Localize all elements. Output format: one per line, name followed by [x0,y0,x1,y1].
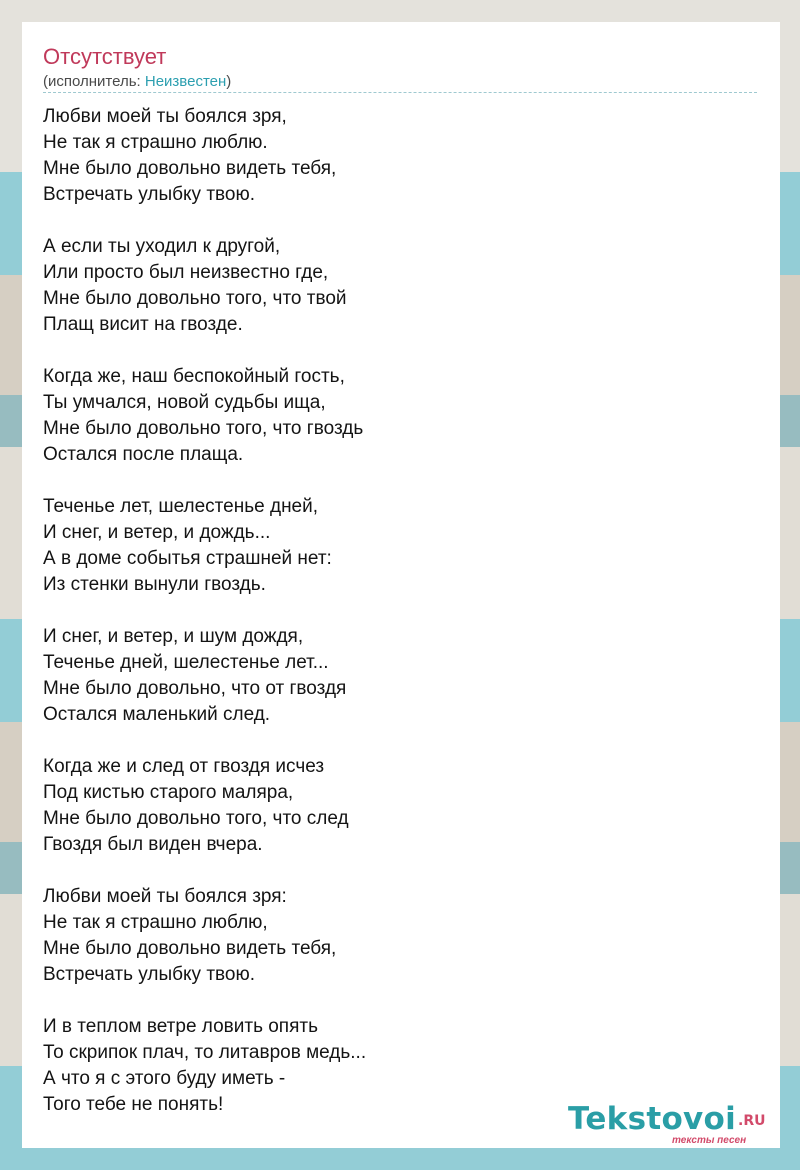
logo-name: Tekstovoi [568,1101,737,1137]
lyric-line: Мне было довольно того, что твой [43,288,347,309]
lyric-line: Того тебе не понять! [43,1094,224,1115]
lyric-line: Мне было довольно того, что гвоздь [43,418,364,439]
site-logo[interactable] [568,1102,778,1148]
stanza [43,884,757,988]
lyrics-card [22,22,780,1148]
lyric-line: Любви моей ты боялся зря, [43,106,287,127]
lyric-line: Ты умчался, новой судьбы ища, [43,392,326,413]
lyric-line: А в доме событья страшней нет: [43,548,332,569]
logo-tagline: тексты песен [672,1135,747,1146]
lyric-line: Остался маленький след. [43,704,271,725]
lyric-line: Теченье лет, шелестенье дней, [43,496,319,517]
artist-suffix: ) [226,73,232,90]
lyric-line: Не так я страшно люблю, [43,912,268,933]
artist-link[interactable]: Неизвестен [144,73,227,90]
stanza [43,364,757,468]
stanza [43,624,757,728]
lyric-line: Встречать улыбку твою. [43,964,255,985]
lyric-line: Под кистью старого маляра, [43,782,294,803]
lyric-line: И снег, и ветер, и дождь... [43,522,271,543]
stanza [43,754,757,858]
lyric-line: Не так я страшно люблю. [43,132,268,153]
stanza [43,494,757,598]
lyric-line: Мне было довольно, что от гвоздя [43,678,347,699]
lyric-line: Остался после плаща. [43,444,244,465]
logo-domain: .RU [738,1113,766,1129]
song-title: Отсутствует [43,44,167,69]
artist-prefix: (исполнитель: [43,73,145,90]
lyric-line: Мне было довольно видеть тебя, [43,158,337,179]
title-divider [43,92,757,93]
lyric-line: Из стенки вынули гвоздь. [43,574,266,595]
lyric-line: А что я с этого буду иметь - [43,1068,286,1089]
lyrics-text [43,104,757,1144]
lyric-line: И снег, и ветер, и шум дождя, [43,626,304,647]
lyric-line: Мне было довольно видеть тебя, [43,938,337,959]
lyric-line: Когда же и след от гвоздя исчез [43,756,325,777]
lyric-line: То скрипок плач, то литавров медь... [43,1042,367,1063]
lyric-line: Любви моей ты боялся зря: [43,886,287,907]
lyric-line: Встречать улыбку твою. [43,184,255,205]
lyric-line: Мне было довольно того, что след [43,808,349,829]
stanza [43,104,757,208]
stanza [43,234,757,338]
artist-line [43,73,231,91]
lyric-line: И в теплом ветре ловить опять [43,1016,318,1037]
lyric-line: Или просто был неизвестно где, [43,262,329,283]
lyric-line: А если ты уходил к другой, [43,236,281,257]
lyric-line: Гвоздя был виден вчера. [43,834,263,855]
lyric-line: Плащ висит на гвозде. [43,314,243,335]
lyric-line: Когда же, наш беспокойный гость, [43,366,345,387]
lyric-line: Теченье дней, шелестенье лет... [43,652,329,673]
